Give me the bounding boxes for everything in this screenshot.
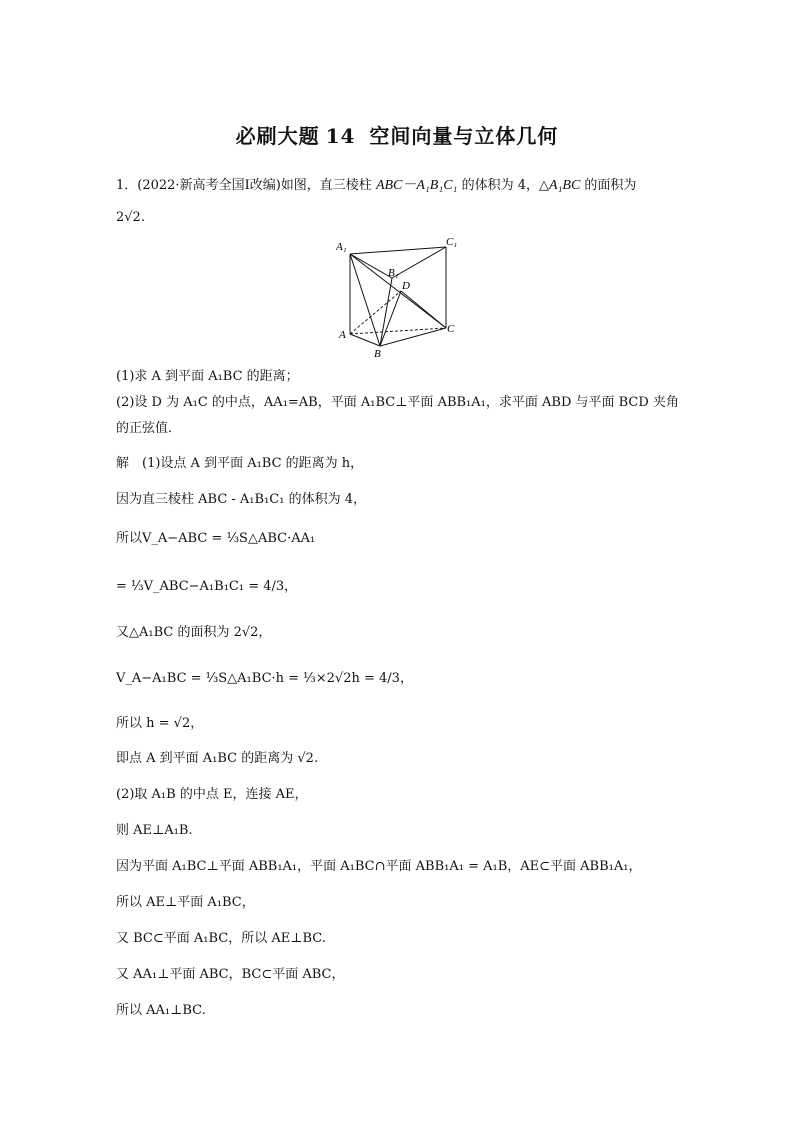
solution-line-6: V_A−A₁BC = ⅓S△A₁BC·h = ⅓×2√2h = 4/3， (116, 671, 413, 686)
label-d: D (402, 280, 410, 292)
solution-line-15: 所以 AA₁⊥BC. (116, 1003, 206, 1018)
label-c: C (447, 323, 455, 335)
solution-line-10: 则 AE⊥A₁B. (116, 823, 193, 838)
solution-line-5: 又△A₁BC 的面积为 2√2， (116, 625, 272, 640)
solution-line-8: 即点 A 到平面 A₁BC 的距离为 √2. (116, 751, 319, 766)
solution-line-1: 解 (1)设点 A 到平面 A₁BC 的距离为 h， (116, 456, 364, 471)
solution-line-7: 所以 h = √2， (116, 716, 204, 731)
page-title (0, 120, 794, 149)
solution-line-4: = ⅓V_ABC−A₁B₁C₁ = 4/3， (116, 579, 298, 594)
solution-line-11: 因为平面 A₁BC⊥平面 ABB₁A₁，平面 A₁BC∩平面 ABB₁A₁ = A₁B，AE⊂平面 ABB₁A₁， (116, 859, 642, 874)
solution-line-2: 因为直三棱柱 ABC - A₁B₁C₁ 的体积为 4， (116, 492, 366, 507)
problem-statement: 1．(2022·新高考全国Ⅰ改编)如图，直三棱柱 ABC－A₁B₁C₁ 的体积为 4，△A₁BC 的面积为 (116, 178, 637, 193)
label-a: A (339, 329, 346, 341)
title-topic: 空间向量与立体几何 (369, 124, 559, 148)
solution-line-3: 所以V_A−ABC = ⅓S△ABC·AA₁ (116, 531, 316, 546)
label-b: B (374, 348, 381, 360)
solution-line-13: 又 BC⊂平面 A₁BC，所以 AE⊥BC. (116, 931, 326, 946)
prism-figure (336, 236, 466, 360)
question-1: (1)求 A 到平面 A₁BC 的距离； (116, 369, 299, 384)
title-main: 必刷大题 (235, 124, 320, 148)
solution-line-14: 又 AA₁⊥平面 ABC，BC⊂平面 ABC， (116, 967, 345, 982)
solution-line-12: 所以 AE⊥平面 A₁BC， (116, 895, 255, 910)
question-2-line-1: (2)设 D 为 A₁C 的中点，AA₁=AB，平面 A₁BC⊥平面 ABB₁A₁，求平面 ABD 与平面 BCD 夹角 (116, 395, 679, 410)
title-number: 14 (325, 124, 356, 148)
question-2-line-2: 的正弦值． (116, 421, 182, 436)
problem-area-value: 2√2. (116, 210, 145, 225)
solution-line-9: (2)取 A₁B 的中点 E，连接 AE， (116, 787, 308, 802)
label-a1: A₁ (336, 241, 347, 253)
label-b1: B₁ (388, 267, 399, 279)
label-c1: C₁ (446, 236, 458, 248)
